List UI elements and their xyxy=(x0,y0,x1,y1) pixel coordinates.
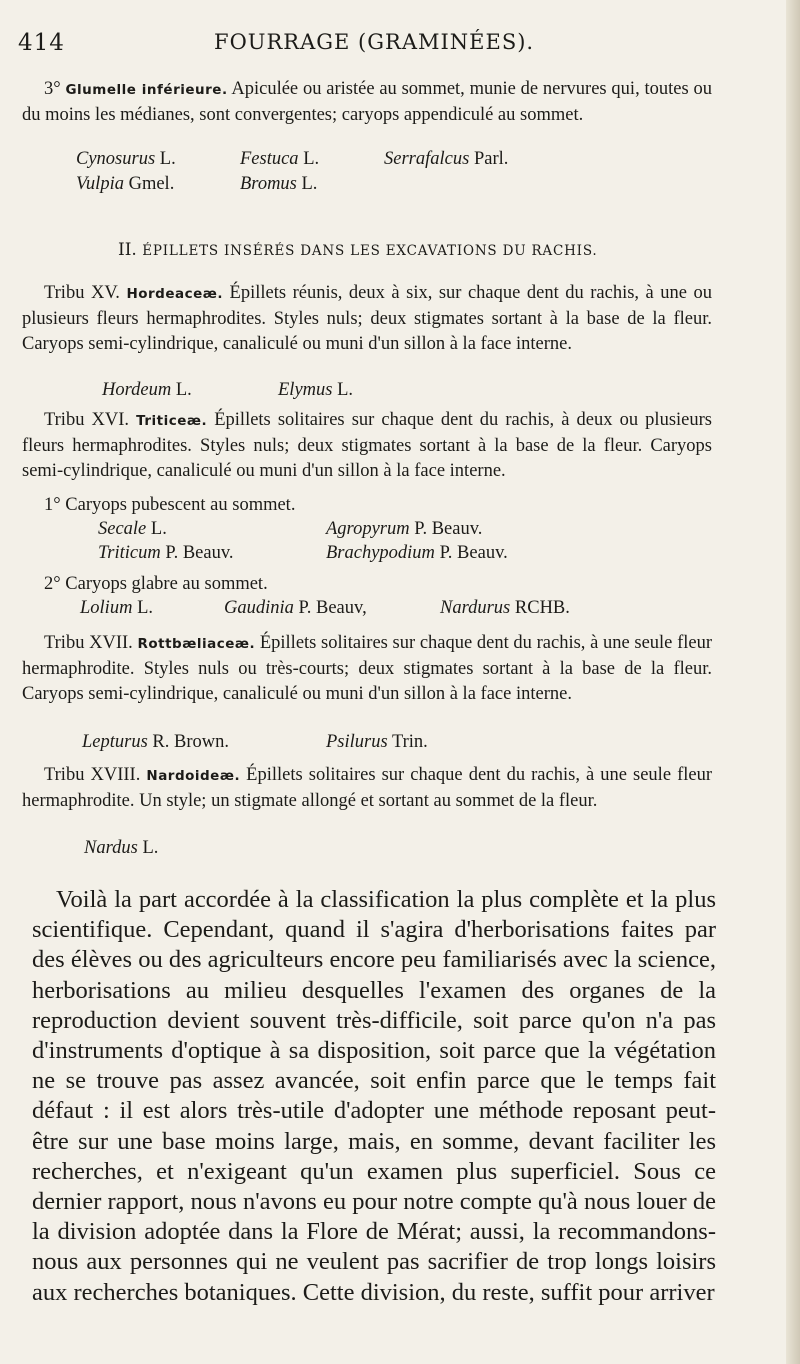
genus-entry: Gaudinia P. Beauv, xyxy=(224,598,367,618)
main-text xyxy=(32,885,716,1308)
tribe-17-paragraph: Tribu XVII. Rottbæliaceæ. Épillets solitaires sur chaque dent du rachis, à une seule fleur hermaphrodite. Styles nuls ou très-courts; deux stigmates sortant à la base de la fleur. Caryops semi-cylindrique, canaliculé ou muni d'un sillon à la face interne. xyxy=(22,633,712,704)
genus-entry: Lepturus R. Brown. xyxy=(82,732,229,752)
tribe-15-paragraph: Tribu XV. Hordeaceæ. Épillets réunis, deux à six, sur chaque dent du rachis, à une ou plusieurs fleurs hermaphrodites. Styles nuls; deux stigmates sortant à la base de la fleur. Caryops semi-cylindrique, canaliculé ou muni d'un sillon à la face interne. xyxy=(22,283,712,354)
tribe-name: Rottbæliaceæ. xyxy=(137,636,256,652)
genus-entry: Serrafalcus Parl. xyxy=(384,149,509,169)
genus-entry: Elymus L. xyxy=(278,380,354,400)
genera-list xyxy=(22,147,712,199)
subsection-label: 3° xyxy=(44,79,66,99)
genus-entry: Nardurus RCHB. xyxy=(440,598,570,618)
subsection-2 xyxy=(22,572,712,598)
genus-entry: Brachypodium P. Beauv. xyxy=(326,543,508,563)
genus-entry: Bromus L. xyxy=(240,174,318,194)
tribe-name: Nardoideæ. xyxy=(146,768,241,784)
genus-entry: Festuca L. xyxy=(240,149,320,169)
genus-entry: Nardus L. xyxy=(84,838,159,858)
tribe-name: Hordeaceæ. xyxy=(126,286,224,302)
body-paragraph: Voilà la part accordée à la classification la plus complète et la plus scientifique. Cependant, quand il s'agira d'herborisations faites par des élèves ou des agriculteurs encore peu familiarisés avec la science, herborisations au milieu desquelles l'examen des organes de la reproduction devient souvent très-difficile, soit parce qu'on n'a pas d'instruments d'optique à sa disposition, soit parce que la végétation ne se trouve pas assez avancée, soit enfin parce que le temps fait défaut : il est alors très-utile d'adopter une méthode reposant peut-être sur une base moins large, mais, en somme, devant faciliter les recherches, et n'exigeant qu'un examen plus superficiel. Sous ce dernier rapport, nous n'avons eu pour notre compte qu'à nous louer de la division adoptée dans la Flore de Mérat; aussi, la recommandons-nous aux personnes qui ne veulent pas sacrifier de trop longs loisirs aux recherches botaniques. Cette division, du reste, suffit pour arriver xyxy=(32,886,716,1306)
genus-entry: Psilurus Trin. xyxy=(326,732,428,752)
genus-entry: Vulpia Gmel. xyxy=(76,174,175,194)
subsection-caption: 1° Caryops pubescent au sommet. xyxy=(44,495,296,515)
genus-entry: Agropyrum P. Beauv. xyxy=(326,519,483,539)
tribe-18-paragraph: Tribu XVIII. Nardoideæ. Épillets solitaires sur chaque dent du rachis, à une seule fleur hermaphrodite. Un style; un stigmate allongé et sortant au sommet de la fleur. xyxy=(22,765,713,811)
subsection-1 xyxy=(22,493,712,519)
genera-list xyxy=(22,836,712,862)
genus-entry: Lolium L. xyxy=(80,598,153,618)
page-edge-shadow xyxy=(786,0,800,1364)
subsection-caption: 2° Caryops glabre au sommet. xyxy=(44,574,268,594)
genus-entry: Secale L. xyxy=(98,519,167,539)
tribe-16-paragraph: Tribu XVI. Triticeæ. Épillets solitaires sur chaque dent du rachis, à deux ou plusieurs fleurs hermaphrodites. Styles nuls; deux stigmates sortant à la base de la fleur. Caryops semi-cylindrique, canaliculé ou muni d'un sillon à la face interne. xyxy=(22,410,712,481)
page-header xyxy=(14,30,714,64)
genera-list xyxy=(22,730,712,756)
genera-list xyxy=(22,517,712,569)
genera-list xyxy=(22,378,712,404)
genus-entry: Triticum P. Beauv. xyxy=(98,543,234,563)
subsection-name: Glumelle inférieure. xyxy=(65,82,228,98)
page-number: 414 xyxy=(18,30,65,56)
tribe-name: Triticeæ. xyxy=(136,413,208,429)
genus-entry: Cynosurus L. xyxy=(76,149,176,169)
glumelle-paragraph xyxy=(22,77,712,128)
subsection-text: Apiculée ou aristée au sommet, munie de nervures qui, toutes ou du moins les médianes, sont convergentes; caryops appendiculé au sommet. xyxy=(22,79,713,125)
section-heading: II. ÉPILLETS INSÉRÉS DANS LES EXCAVATIONS DU RACHIS. xyxy=(118,240,598,260)
running-title: FOURRAGE (GRAMINÉES). xyxy=(214,30,535,54)
genera-list xyxy=(22,596,712,622)
genus-entry: Hordeum L. xyxy=(102,380,192,400)
